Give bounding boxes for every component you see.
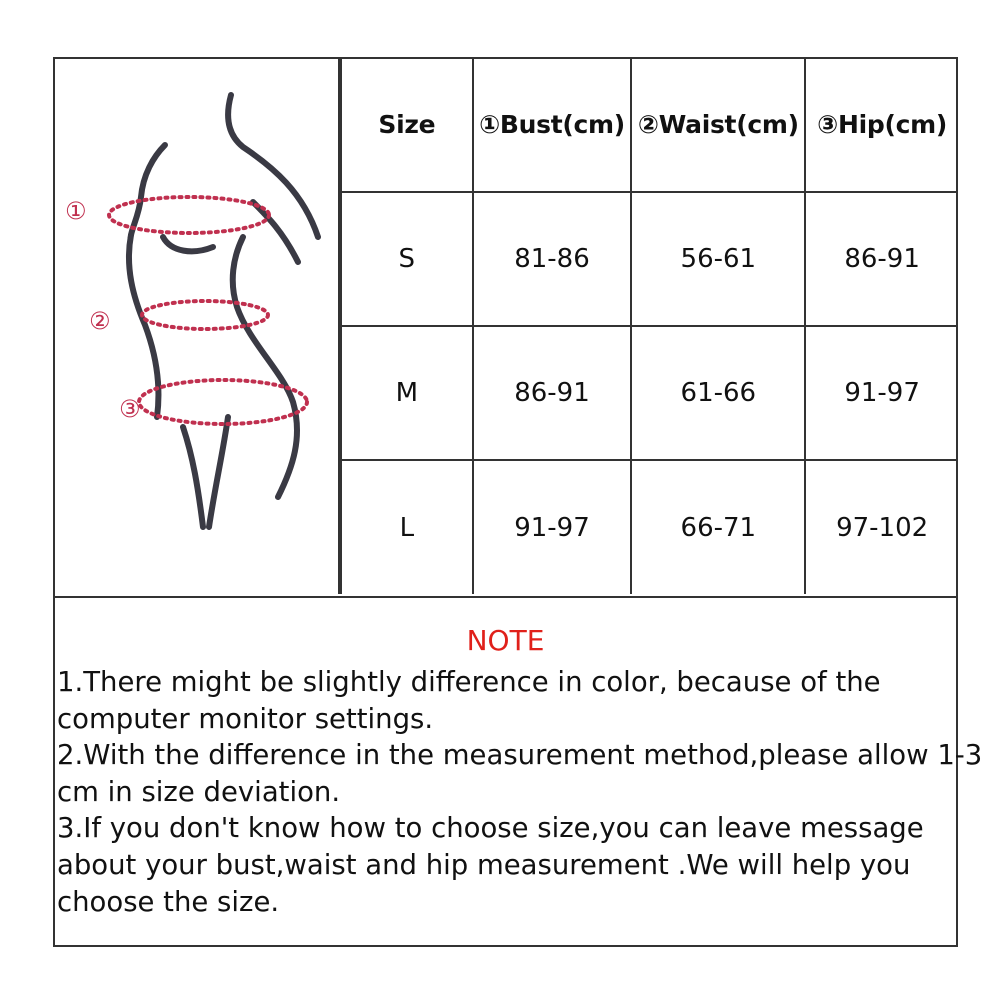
cell-waist: 66-71 (631, 460, 805, 594)
cell-bust: 91-97 (473, 460, 632, 594)
header-hip: ③Hip(cm) (805, 57, 958, 192)
note-section (55, 596, 983, 945)
note-line: 2.With the difference in the measurement method,please allow 1-3 (57, 739, 983, 772)
waist-marker: ② (89, 307, 111, 335)
note-line: 1.There might be slightly difference in color, because of the (57, 666, 881, 698)
bust-measure-loop (109, 197, 269, 233)
size-table (340, 57, 958, 594)
cell-waist: 61-66 (631, 326, 805, 460)
table-header-row (341, 57, 958, 192)
left-leg-outline (183, 427, 203, 527)
table-row (341, 192, 958, 326)
cell-size: S (341, 192, 473, 326)
note-line: 3.If you don't know how to choose size,you can leave message (57, 812, 924, 845)
cell-bust: 86-91 (473, 326, 632, 460)
body-silhouette-illustration (53, 57, 340, 594)
note-line: cm in size deviation. (57, 775, 341, 808)
raised-arm-outline (228, 95, 318, 237)
header-waist: ②Waist(cm) (631, 57, 805, 192)
note-line: about your bust,waist and hip measurement .We will help you (57, 848, 911, 881)
hip-measure-loop (139, 380, 307, 424)
header-size: Size (341, 57, 473, 192)
cell-hip: 91-97 (805, 326, 958, 460)
note-body (57, 664, 983, 920)
torso-right-outline (233, 237, 297, 497)
note-title: NOTE (466, 624, 545, 657)
left-neck-outline (131, 145, 165, 235)
cell-bust: 81-86 (473, 192, 632, 326)
note-line: computer monitor settings. (57, 702, 434, 735)
waist-measure-loop (142, 301, 268, 329)
size-chart-upper (53, 57, 958, 594)
bust-curve (163, 237, 213, 251)
inner-arm-outline (253, 202, 298, 262)
cell-hip: 97-102 (805, 460, 958, 594)
cell-size: L (341, 460, 473, 594)
header-bust: ①Bust(cm) (473, 57, 632, 192)
hip-marker: ③ (119, 395, 141, 423)
cell-hip: 86-91 (805, 192, 958, 326)
cell-size: M (341, 326, 473, 460)
table-row (341, 326, 958, 460)
bust-marker: ① (65, 197, 87, 225)
body-figure-cell (53, 57, 340, 594)
note-line: choose the size. (57, 885, 280, 918)
cell-waist: 56-61 (631, 192, 805, 326)
table-row (341, 460, 958, 594)
inner-leg-outline (209, 417, 228, 527)
